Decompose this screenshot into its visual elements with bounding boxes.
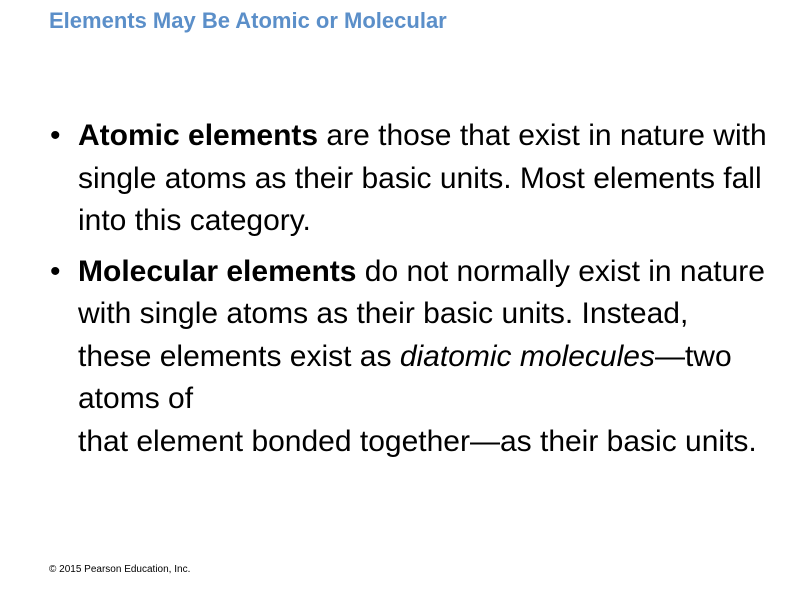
slide-title: Elements May Be Atomic or Molecular <box>49 8 447 33</box>
bullet-text-molecular-2: —two atoms of <box>78 339 732 415</box>
bullet-term-molecular: Molecular elements <box>78 254 357 288</box>
bullet-text-molecular-1: do not normally exist in nature with single atoms as their basic units. Instead, these elements exist as <box>78 254 765 373</box>
bullet-marker: • <box>50 119 61 152</box>
copyright-footer: © 2015 Pearson Education, Inc. <box>49 564 191 575</box>
bullet-text-atomic: are those that exist in nature with single atoms as their basic units. Most elements fall into this category. <box>78 119 767 237</box>
bullet-list <box>0 115 800 463</box>
bullet-term-atomic: Atomic elements <box>78 119 319 152</box>
bullet-italic-diatomic: diatomic molecules <box>399 339 655 373</box>
bullet-molecular-elements <box>0 251 768 464</box>
bullet-marker: • <box>50 254 61 288</box>
bullet-text-molecular-3: that element bonded together—as their basic units. <box>78 424 757 458</box>
bullet-atomic-elements <box>0 115 768 243</box>
